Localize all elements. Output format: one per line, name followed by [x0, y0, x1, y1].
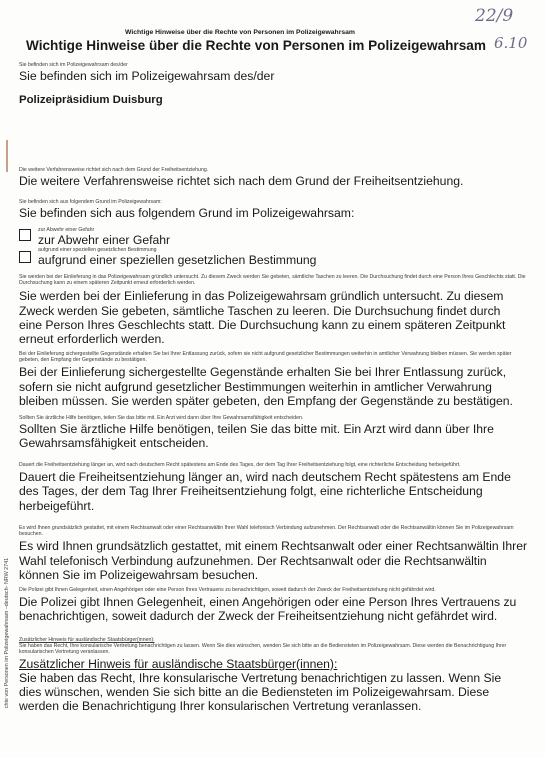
search-line: eine Person Ihres Geschlechts statt. Die Durchsuchung kann zu einem späteren Zeitpunkt	[19, 317, 506, 332]
property-line: sofern sie nicht aufgrund gesetzlicher Bestimmungen weiterhin in amtlicher Verwahrung	[19, 379, 492, 394]
search-line: Zweck werden Sie gebeten, sämtliche Taschen zu leeren. Die Durchsuchung findet durch	[19, 303, 501, 318]
foreign-small: Sie haben das Recht, Ihre konsularische Vertretung benachrichtigen zu lassen. Wenn Sie dies wünschen, wenden Sie sich bitte an die Bediensteten im Polizeigewahrsam. Diese werden die Benachrichtigung Ihrer konsularischen Vertretung veranlassen.	[19, 643, 507, 656]
relatives-line: Die Polizei gibt Ihnen Gelegenheit, einen Angehörigen oder eine Person Ihres Vertrauens zu	[19, 595, 517, 610]
foreign-line: Sie haben das Recht, Ihre konsularische Vertretung benachrichtigen zu lassen. Wenn Sie	[19, 670, 502, 685]
search-small: Sie werden bei der Einlieferung in das Polizeigewahrsam gründlich untersucht. Zu diesem Zweck werden Sie gebeten, sämtliche Taschen zu leeren. Die Durchsuchung findet durch eine Person Ihres Geschlechts statt. Die Durchsuchung kann zu einem späteren Zeitpunkt erneut erforderlich werden.	[19, 274, 526, 287]
judge-text	[19, 470, 529, 513]
property-text	[19, 365, 529, 408]
custody-small: Sie befinden sich im Polizeigewahrsam des/der	[19, 62, 128, 68]
foreign-line: dies wünschen, wenden Sie sich bitte an die Bediensteten im Polizeigewahrsam. Diese	[19, 685, 490, 700]
search-line: erneut erforderlich werden.	[19, 332, 165, 347]
option-legal-label: aufgrund einer speziellen gesetzlichen Bestimmung	[38, 253, 317, 267]
medical-line: Sollten Sie ärztliche Hilfe benötigen, teilen Sie das bitte mit. Ein Arzt wird dann über Ihre	[19, 422, 494, 437]
checkbox-legal-provision[interactable]	[19, 251, 31, 263]
form-reference-side-note: chte von Personen im Polizeigewahrsam –deutsch- NRW 2741	[4, 557, 10, 709]
option-danger-label: zur Abwehr einer Gefahr	[38, 233, 171, 247]
search-text	[19, 289, 529, 346]
search-section	[19, 274, 529, 346]
relatives-small: Die Polizei gibt Ihnen Gelegenheit, einen Angehörigen oder eine Person Ihres Vertrauens zu benachrichtigen, soweit dadurch der Zweck der Freiheitsentziehung nicht gefährdet wird.	[19, 587, 436, 593]
judge-section	[19, 462, 529, 513]
judge-line: Dauert die Freiheitsentziehung länger an, wird nach deutschem Recht spätestens am Ende	[19, 470, 511, 485]
foreign-text	[19, 671, 529, 714]
margin-mark	[6, 140, 8, 172]
foreign-section	[19, 637, 529, 713]
handwritten-note-2: 6.10	[494, 34, 528, 52]
procedure-text: Die weitere Verfahrensweise richtet sich nach dem Grund der Freiheitsentziehung.	[19, 174, 464, 188]
foreign-line: werden die Benachrichtigung Ihrer konsularischen Vertretung veranlassen.	[19, 699, 422, 714]
reason-small: Sie befinden sich aus folgendem Grund im Polizeigewahrsam:	[19, 199, 162, 205]
custody-text: Sie befinden sich im Polizeigewahrsam des/der	[19, 69, 275, 83]
lawyer-small: Es wird Ihnen grundsätzlich gestattet, mit einem Rechtsanwalt oder einer Rechtsanwältin Ihrer Wahl telefonisch Verbindung aufzunehmen. Der Rechtsanwalt oder die Rechtsanwältin können Sie im Polizeigewahrsam besuchen.	[19, 525, 514, 538]
search-line: Sie werden bei der Einlieferung in das Polizeigewahrsam gründlich untersucht. Zu diesem	[19, 289, 504, 304]
option-danger-small: zur Abwehr einer Gefahr	[38, 227, 95, 233]
option-legal-small: aufgrund einer speziellen gesetzlichen Bestimmung	[38, 247, 157, 253]
property-line: Bei der Einlieferung sichergestellte Gegenstände erhalten Sie bei Ihrer Entlassung zurück,	[19, 365, 507, 380]
foreign-heading: Zusätzlicher Hinweis für ausländische Staatsbürger(innen):	[19, 656, 338, 671]
medical-section	[19, 415, 529, 451]
medical-line: Gewahrsamsfähigkeit entscheiden.	[19, 436, 209, 451]
relatives-section	[19, 587, 529, 624]
property-small: Bei der Einlieferung sichergestellte Gegenstände erhalten Sie bei Ihrer Entlassung zurück, sofern sie nicht aufgrund gesetzlicher Bestimmungen weiterhin in amtlicher Verwahrung bleiben müssen. Sie werden später gebeten, den Empfang der Gegenstände zu bestätigen.	[19, 351, 512, 364]
property-section	[19, 351, 529, 408]
lawyer-text	[19, 539, 529, 582]
checkbox-danger[interactable]	[19, 229, 31, 241]
foreign-small-heading: Zusätzlicher Hinweis für ausländische Staatsbürger(innen):	[19, 637, 155, 643]
custody-authority: Polizeipräsidium Duisburg	[19, 94, 163, 106]
lawyer-section	[19, 525, 529, 582]
judge-small: Dauert die Freiheitsentziehung länger an, wird nach deutschem Recht spätestens am Ende des Tages, der dem Tag Ihrer Freiheitsentziehung folgt, eine richterliche Entscheidung herbeigeführt.	[19, 462, 461, 468]
relatives-text	[19, 595, 529, 623]
relatives-line: benachrichtigen, soweit dadurch der Zweck der Freiheitsentziehung nicht gefährdet wird.	[19, 609, 498, 624]
medical-text	[19, 422, 529, 450]
property-line: bleiben müssen. Sie werden später gebeten, den Empfang der Gegenstände zu bestätigen.	[19, 393, 513, 408]
lawyer-line: können Sie im Polizeigewahrsam besuchen.	[19, 567, 259, 582]
header-small-title: Wichtige Hinweise über die Rechte von Personen im Polizeigewahrsam	[125, 29, 355, 36]
procedure-small: Die weitere Verfahrensweise richtet sich nach dem Grund der Freiheitsentziehung.	[19, 167, 209, 173]
lawyer-line: Wahl telefonisch Verbindung aufzunehmen. Der Rechtsanwalt oder die Rechtsanwältin	[19, 553, 487, 568]
handwritten-note-1: 22/9	[475, 6, 514, 26]
judge-line: herbeigeführt.	[19, 498, 95, 513]
reason-text: Sie befinden sich aus folgendem Grund im Polizeigewahrsam:	[19, 206, 355, 220]
medical-small: Sollten Sie ärztliche Hilfe benötigen, teilen Sie das bitte mit. Ein Arzt wird dann über Ihre Gewahrsamsfähigkeit entscheiden.	[19, 415, 304, 421]
lawyer-line: Es wird Ihnen grundsätzlich gestattet, mit einem Rechtsanwalt oder einer Rechtsanwältin Ihrer	[19, 539, 528, 554]
judge-line: des Tages, der dem Tag Ihrer Freiheitsentziehung folgt, eine richterliche Entscheidung	[19, 484, 483, 499]
document-title: Wichtige Hinweise über die Rechte von Personen im Polizeigewahrsam	[26, 38, 486, 53]
